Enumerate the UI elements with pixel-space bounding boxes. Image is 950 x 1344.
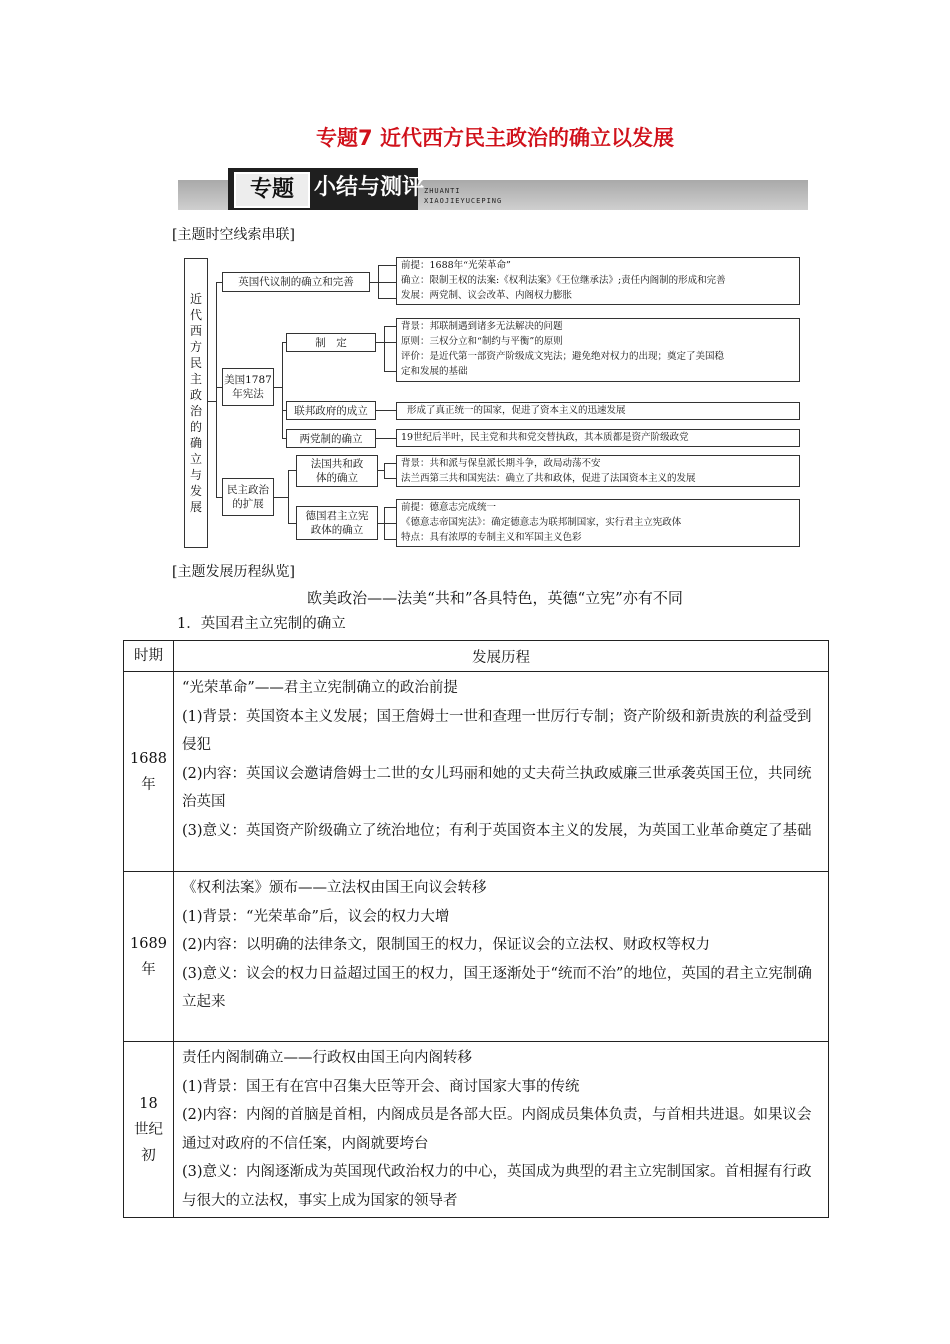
root-char: 近: [189, 292, 202, 306]
content-line: (3)意义：议会的权力日益超过国王的权力，国王逐渐处于“统而不治”的地位，英国的君主立宪制确立起来: [182, 965, 812, 1010]
making-details: [396, 318, 800, 382]
node-label: 的扩展: [232, 498, 264, 510]
period-text: 世纪: [134, 1121, 163, 1138]
connector: [370, 282, 378, 283]
content-line: (3)意义：内阁逐渐成为英国现代政治权力的中心，英国成为典型的君主立宪制国家。首相握有行政与很大的立法权，事实上成为国家的领导者: [182, 1164, 812, 1209]
detail-line: 前提：德意志完成统一: [401, 502, 497, 513]
node-label: 法国共和政: [310, 458, 364, 470]
root-char: 民: [189, 356, 202, 370]
connector: [384, 326, 396, 327]
node-making: 制 定: [286, 333, 376, 352]
detail-line: 形成了真正统一的国家，促进了资本主义的迅速发展: [407, 405, 626, 416]
period-text: 初: [141, 1147, 156, 1164]
root-char: 代: [189, 308, 202, 322]
detail-line: 前提：1688年“光荣革命”: [401, 260, 511, 271]
detail-line: 评价：是近代第一部资产阶级成文宪法；避免绝对权力的出现；奠定了美国稳: [401, 351, 725, 362]
connector: [384, 371, 396, 372]
content-line: 责任内阁制确立——行政权由国王向内阁转移: [182, 1050, 472, 1066]
root-char: 与: [189, 468, 202, 482]
root-char: 方: [189, 340, 202, 354]
node-label: 德国君主立宪: [305, 510, 369, 522]
connector: [376, 342, 384, 343]
root-char: 确: [189, 436, 202, 450]
content-line: (2)内容：内阁的首脑是首相，内阁成员是各部大臣。内阁成员集体负责，与首相共进退。如果议会通过对政府的不信任案，内阁就要垮台: [182, 1107, 812, 1152]
banner-pinyin-line: XIAOJIEYUCEPING: [424, 197, 503, 205]
connector: [384, 342, 396, 343]
france-details: [396, 455, 800, 487]
content-cell: [174, 872, 829, 1042]
content-line: 《权利法案》颁布——立法权由国王向议会转移: [182, 880, 487, 896]
content-line: (2)内容：以明确的法律条文，限制国王的权力，保证议会的立法权、财政权等权力: [182, 937, 711, 953]
banner-badge: 专题: [234, 172, 310, 208]
content-cell: [174, 672, 829, 872]
connector: [288, 470, 289, 523]
page-title: 专题7 近代西方民主政治的确立以发展: [316, 126, 674, 150]
table-row: [124, 672, 829, 872]
period-text: 18: [139, 1095, 158, 1112]
column-header: 时期: [124, 641, 174, 672]
table-row: [124, 1042, 829, 1218]
section-banner: [178, 168, 808, 212]
period-cell: [124, 672, 174, 872]
content-line: (1)背景：“光荣革命”后，议会的权力大增: [182, 908, 450, 925]
node-expansion: [222, 478, 274, 516]
connector: [384, 478, 396, 479]
connector: [378, 282, 396, 283]
connector: [274, 387, 282, 388]
content-line: (1)背景：英国资本主义发展；国王詹姆士一世和查理一世厉行专制；资产阶级和新贵族的利益受到侵犯: [182, 708, 812, 753]
connector: [384, 523, 396, 524]
subtitle: 欧美政治——法美“共和”各具特色，英德“立宪”亦有不同: [307, 589, 683, 607]
britain-details: [396, 257, 800, 305]
node-twoparty: 两党制的确立: [286, 429, 376, 448]
connector: [282, 342, 283, 438]
connector: [274, 497, 288, 498]
period-cell: [124, 1042, 174, 1218]
connector: [384, 463, 385, 478]
node-label: 年宪法: [232, 388, 264, 400]
node-label: 政体的确立: [310, 524, 364, 536]
detail-line: 《德意志帝国宪法》：确定德意志为联邦制国家，实行君主立宪政体: [401, 517, 682, 528]
connector: [216, 282, 217, 497]
detail-line: 19世纪后半叶，民主党和共和党交替执政，其本质都是资产阶级政党: [401, 432, 689, 443]
diagram-root: [184, 258, 208, 548]
node-us-1787: [222, 368, 274, 406]
period-text: 1688: [130, 750, 167, 767]
node-france: [296, 455, 378, 487]
banner-text: 小结与测评: [314, 175, 425, 200]
root-char: 政: [189, 388, 202, 402]
connector: [384, 507, 396, 508]
node-label: 民主政治: [227, 484, 269, 496]
root-char: 的: [189, 420, 202, 434]
content-line: (1)背景：国王有在宫中召集大臣等开会、商讨国家大事的传统: [182, 1078, 580, 1095]
content-line: (3)意义：英国资产阶级确立了统治地位；有利于英国资本主义的发展，为英国工业革命奠定了基础: [182, 822, 812, 839]
connector: [288, 470, 296, 471]
detail-line: 背景：邦联制遇到诸多无法解决的问题: [401, 321, 563, 332]
twoparty-detail: [396, 429, 800, 447]
section-heading: [主题时空线索串联]: [172, 227, 295, 243]
period-cell: [124, 872, 174, 1042]
germany-details: [396, 499, 800, 547]
list-heading: 1．英国君主立宪制的确立: [177, 616, 346, 632]
connector: [376, 438, 396, 439]
section-heading: [主题发展历程纵览]: [172, 564, 295, 580]
table-row: [124, 872, 829, 1042]
root-char: 西: [189, 324, 202, 338]
detail-line: 特点：具有浓厚的专制主义和军国主义色彩: [401, 532, 582, 543]
banner-pinyin: [424, 186, 502, 206]
connector: [384, 539, 396, 540]
root-char: 展: [189, 500, 202, 514]
detail-line: 背景：共和派与保皇派长期斗争，政局动荡不安: [401, 458, 601, 469]
detail-line: 法兰西第三共和国宪法：确立了共和政体，促进了法国资本主义的发展: [401, 473, 696, 484]
connector: [384, 463, 396, 464]
node-britain: 英国代议制的确立和完善: [222, 272, 370, 292]
period-text: 年: [141, 961, 156, 978]
root-char: 发: [189, 484, 202, 498]
content-cell: [174, 1042, 829, 1218]
period-text: 年: [141, 776, 156, 793]
root-char: 治: [189, 404, 202, 418]
node-label: 美国1787: [224, 374, 272, 386]
banner-pinyin-line: ZHUANTI: [424, 187, 461, 195]
table-header-row: [124, 641, 829, 672]
federal-detail: [396, 402, 800, 420]
column-header: 发展历程: [174, 641, 829, 672]
detail-line: 确立：限制王权的法案:《权利法案》《王位继承法》;责任内阁制的形成和完善: [401, 275, 726, 286]
node-germany: [296, 506, 378, 540]
node-federal: 联邦政府的成立: [286, 401, 376, 420]
root-char: 立: [189, 452, 202, 466]
history-table: [123, 640, 829, 1218]
period-text: 1689: [130, 935, 167, 952]
detail-line: 发展：两党制、议会改革、内阁权力膨胀: [401, 290, 573, 301]
connector: [288, 523, 296, 524]
connector: [208, 401, 216, 402]
detail-line: 原则：三权分立和“制约与平衡”的原则: [401, 336, 563, 347]
connector: [376, 410, 396, 411]
detail-line: 定和发展的基础: [401, 366, 468, 377]
content-line: (2)内容：英国议会邀请詹姆士二世的女儿玛丽和她的丈夫荷兰执政威廉三世承袭英国王位，共同统治英国: [182, 765, 812, 810]
content-line: “光荣革命”——君主立宪制确立的政治前提: [182, 680, 458, 696]
connector: [378, 298, 396, 299]
node-label: 体的确立: [316, 472, 358, 484]
connector: [378, 265, 396, 266]
root-char: 主: [189, 372, 202, 386]
connector: [384, 326, 385, 371]
